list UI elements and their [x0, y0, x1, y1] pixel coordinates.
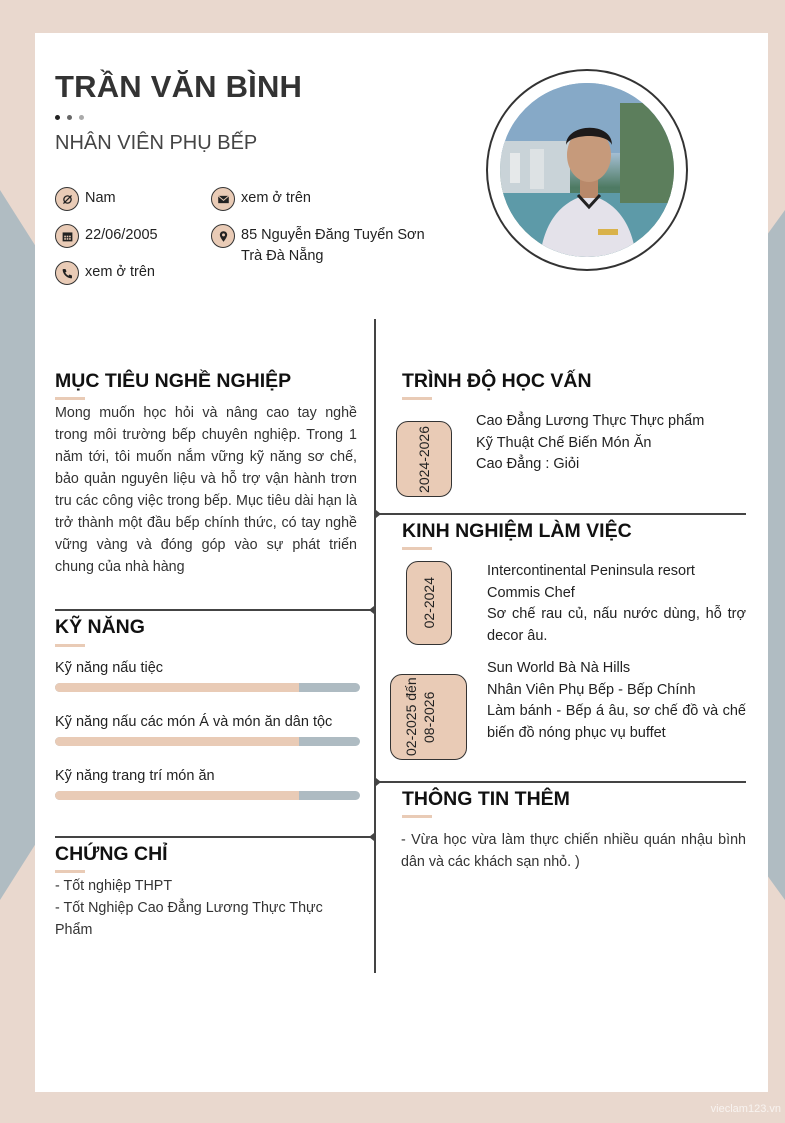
contact-phone: xem ở trên — [55, 261, 155, 285]
experience-date-badge: 02-2024 — [406, 561, 452, 645]
experience-entry: Sun World Bà Nà Hills Nhân Viên Phụ Bếp - Bếp Chính Làm bánh - Bếp á âu, sơ chế đồ và chế biến đồ nóng phục vụ buffet — [487, 660, 746, 741]
experience-entry: Intercontinental Peninsula resort Commis Chef Sơ chế rau củ, nấu nước dùng, hỗ trợ decor âu. — [487, 563, 746, 644]
gender-icon — [55, 187, 79, 211]
certificates-list — [55, 875, 345, 941]
skill-bar — [55, 683, 360, 692]
objective-text: Mong muốn học hỏi và nâng cao tay nghề trong môi trường bếp chuyên nghiệp. Trong 1 năm tới, tôi muốn nắm vững kỹ năng sơ chế, bảo quản nguyên liệu và hỗ trợ vận hành trơn tru các công việc trong bếp. Mục tiêu dài hạn là trở thành một đầu bếp chính thức, có tay nghề vững vàng và đóng góp vào sự phát triển chung của nhà hàng — [55, 405, 357, 575]
contact-address — [211, 224, 425, 267]
watermark: vieclam123.vn — [710, 1103, 781, 1115]
address-line-1: 85 Nguyễn Đăng Tuyển Sơn — [241, 227, 425, 243]
background-band-left — [0, 190, 36, 900]
certificate-item: - Tốt nghiệp THPT — [55, 878, 173, 894]
contact-gender: Nam — [55, 187, 116, 211]
skill-label: Kỹ năng trang trí món ăn — [55, 768, 215, 784]
title-dots — [55, 115, 84, 120]
job-title: NHÂN VIÊN PHỤ BẾP — [55, 132, 258, 154]
mail-icon — [211, 187, 235, 211]
divider-left-1 — [55, 609, 373, 611]
divider-right-2 — [377, 781, 746, 783]
profile-photo-frame — [486, 69, 688, 271]
divider-right-1 — [377, 513, 746, 515]
extra-info-title: THÔNG TIN THÊM — [402, 788, 570, 810]
education-entry: Cao Đẳng Lương Thực Thực phẩm Kỹ Thuật Chế Biến Món Ăn Cao Đẳng : Giỏi — [476, 413, 705, 472]
skill-bar — [55, 791, 360, 800]
skills-title: KỸ NĂNG — [55, 616, 145, 638]
address-line-2: Trà Đà Nẵng — [241, 248, 324, 264]
candidate-name: TRẦN VĂN BÌNH — [55, 69, 303, 104]
cv-sheet — [35, 33, 768, 1092]
certificate-item: - Tốt Nghiệp Cao Đẳng Lương Thực Thực Phẩm — [55, 900, 323, 938]
location-icon — [211, 224, 235, 248]
experience-title: KINH NGHIỆM LÀM VIỆC — [402, 520, 632, 542]
experience-date-badge: 02-2025 đến 08-2026 — [390, 674, 467, 760]
background-band-right — [765, 210, 785, 900]
profile-photo — [500, 83, 674, 257]
contact-birthday: 22/06/2005 — [55, 224, 158, 248]
objective-title: MỤC TIÊU NGHỀ NGHIỆP — [55, 370, 292, 392]
skill-label: Kỹ năng nấu tiệc — [55, 660, 164, 676]
divider-left-2 — [55, 836, 373, 838]
certificates-title: CHỨNG CHỈ — [55, 843, 168, 865]
center-divider — [374, 319, 376, 973]
extra-info-text: - Vừa học vừa làm thực chiến nhiều quán nhậu bình dân và các khách sạn nhỏ. ) — [401, 832, 746, 870]
calendar-icon — [55, 224, 79, 248]
skill-bar — [55, 737, 360, 746]
education-title: TRÌNH ĐỘ HỌC VẤN — [402, 370, 592, 392]
contact-email: xem ở trên — [211, 187, 311, 211]
education-date-badge: 2024-2026 — [396, 421, 452, 497]
phone-icon — [55, 261, 79, 285]
skill-label: Kỹ năng nấu các món Á và món ăn dân tộc — [55, 714, 333, 730]
